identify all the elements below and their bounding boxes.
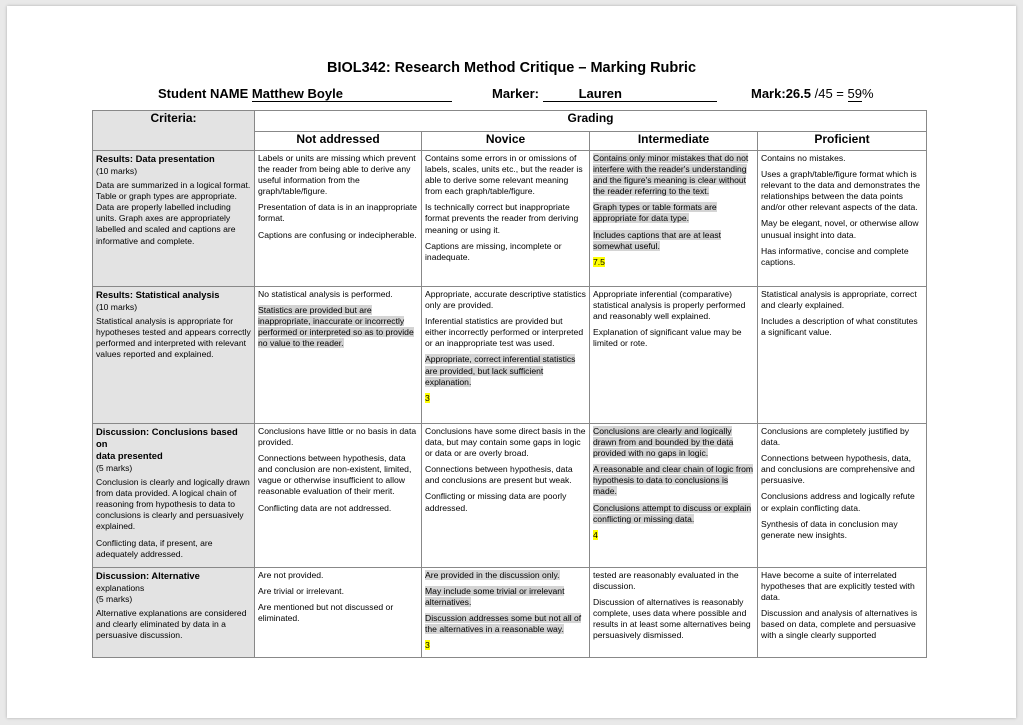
document-page (7, 6, 1016, 718)
descriptor-text: Synthesis of data in conclusion may generate new insights. (761, 518, 898, 540)
grading-header: Grading (255, 111, 927, 132)
descriptor-text: Appropriate, accurate descriptive statistics only are provided. (425, 289, 586, 311)
level-header-proficient: Proficient (758, 132, 927, 151)
descriptor-text: Conclusions have some direct basis in the data, but may contain some gaps in logic or data or are overly broad. (425, 426, 586, 459)
descriptor-text: A reasonable and clear chain of logic from hypothesis to data to conclusions is made. (593, 464, 754, 497)
criterion-cell (93, 424, 255, 568)
criterion-title-line2: data presented (96, 450, 163, 461)
descriptor-text: Conclusions are completely justified by data. (761, 426, 910, 448)
descriptor-text: Conflicting or missing data are poorly addressed. (425, 491, 567, 513)
criterion-description: Statistical analysis is appropriate for hypotheses tested and appears correctly performed and interpreted with relevant values reported and explained. (96, 316, 251, 360)
descriptor-text: Connections between hypothesis, data, and conclusions are comprehensive and persuasive. (761, 453, 915, 486)
level-header-not-addressed: Not addressed (255, 132, 422, 151)
descriptor-text: May be elegant, novel, or otherwise allow unusual insight into data. (761, 218, 919, 240)
grade-cell-novice (422, 287, 590, 424)
grade-cell-not-addressed (255, 287, 422, 424)
descriptor-text: Appropriate inferential (comparative) statistical analysis is properly performed and reasonably well explained. (593, 289, 746, 322)
descriptor-text: Conclusions have little or no basis in data provided. (258, 426, 417, 448)
descriptor-text: Labels or units are missing which prevent the reader from being able to derive any useful information from the graph/table/figure. (258, 153, 416, 197)
grade-cell-not-addressed (255, 424, 422, 568)
criterion-marks-line2: (5 marks) (96, 593, 133, 604)
descriptor-text: Conclusions are clearly and logically drawn from and bounded by the data provided with no gaps in logic. (593, 426, 734, 459)
student-name: Matthew Boyle (252, 86, 452, 102)
descriptor-text: Conclusions address and logically refute or explain conflicting data. (761, 491, 915, 513)
descriptor-text: Contains only minor mistakes that do not interfere with the reader's understanding and the figure's meaning is clear without the reader referring to the text. (593, 153, 749, 197)
descriptor-text: Uses a graph/table/figure format which is relevant to the data and demonstrates the relationships between the data points and/or other relevant aspects of the data. (761, 169, 921, 213)
criterion-description: Conflicting data, if present, are adequately addressed. (96, 537, 213, 559)
descriptor-text: Have become a suite of interrelated hypotheses that are explicitly tested with data. (761, 569, 915, 602)
descriptor-text: Has informative, concise and complete captions. (761, 245, 909, 267)
criterion-marks: (5 marks) (96, 463, 133, 473)
descriptor-text: Presentation of data is in an inappropriate format. (258, 202, 418, 224)
rubric-row (93, 151, 927, 287)
marker-name: Lauren (543, 86, 717, 102)
criterion-cell (93, 287, 255, 424)
descriptor-text: Graph types or table formats are appropriate for data type. (593, 202, 717, 224)
descriptor-text: Discussion addresses some but not all of the alternatives in a reasonable way. (425, 613, 582, 635)
criterion-title: Results: Data presentation (96, 153, 215, 164)
grade-cell-proficient (758, 424, 927, 568)
descriptor-text: Captions are confusing or indecipherable. (258, 229, 417, 240)
descriptor-text: Discussion and analysis of alternatives is based on data, complete and persuasive with a single clearly supported (761, 608, 918, 641)
descriptor-text: Inferential statistics are provided but either incorrectly performed or interpreted or an inappropriate test was used. (425, 316, 584, 349)
awarded-score: 7.5 (593, 256, 605, 267)
descriptor-text: Explanation of significant value may be limited or rote. (593, 327, 742, 349)
awarded-score: 3 (425, 392, 430, 403)
grade-cell-proficient (758, 151, 927, 287)
criterion-marks: (10 marks) (96, 166, 138, 176)
criterion-marks: explanations (96, 582, 145, 593)
descriptor-text: Discussion of alternatives is reasonably complete, uses data where possible and results in at least some alternatives being persuasively dismissed. (593, 596, 751, 641)
document-title: BIOL342: Research Method Critique – Marking Rubric (326, 60, 697, 76)
criterion-description: Data are summarized in a logical format. Table or graph types are appropriate. Data are properly labelled including units. Graph axes are appropriately labelled and scaled and captions are informative and complete. (96, 180, 251, 246)
mark-percent: 59 (847, 86, 862, 101)
grade-cell-not-addressed (255, 151, 422, 287)
criterion-description: Conclusion is clearly and logically drawn from data provided. A logical chain of reasoning from hypothesis to data to conclusions is clearly and persuasively explained. (96, 477, 250, 532)
descriptor-text: Are not provided. (258, 569, 324, 580)
descriptor-text: Contains no mistakes. (761, 153, 846, 163)
marking-rubric-table (92, 110, 927, 658)
percent-sign: % (861, 86, 874, 101)
descriptor-text: No statistical analysis is performed. (258, 289, 393, 299)
descriptor-text: Contains some errors in or omissions of labels, scales, units etc., but the reader is able to derive some relevant meaning from each graph/table/figure. (425, 153, 583, 197)
grade-cell-intermediate (590, 287, 758, 424)
descriptor-text: Includes captions that are at least somewhat useful. (593, 229, 722, 251)
student-label: Student NAME (158, 86, 249, 101)
mark-total: /45 = (811, 86, 848, 101)
mark-value: 26.5 (785, 86, 811, 101)
mark-field (751, 86, 874, 102)
descriptor-text: Is technically correct but inappropriate format prevents the reader from deriving meaning or using it. (425, 202, 579, 235)
awarded-score: 4 (593, 529, 598, 540)
descriptor-text: Are mentioned but not discussed or eliminated. (258, 601, 394, 624)
rubric-row (93, 424, 927, 568)
criterion-title: Results: Statistical analysis (96, 289, 220, 300)
grade-cell-intermediate (590, 567, 758, 657)
descriptor-text: Statistical analysis is appropriate, correct and clearly explained. (761, 289, 917, 311)
descriptor-text: Statistics are provided but are inappropriate, inaccurate or incorrectly performed or interpreted so as to provide no value to the reader. (258, 305, 414, 349)
rubric-row (93, 567, 927, 657)
descriptor-text: Conclusions attempt to discuss or explain conflicting or missing data. (593, 502, 752, 524)
grade-cell-not-addressed (255, 567, 422, 657)
criterion-description: Alternative explanations are considered and clearly eliminated by data in a persuasive discussion. (96, 607, 247, 641)
grade-cell-intermediate (590, 424, 758, 568)
grade-cell-novice (422, 424, 590, 568)
descriptor-text: tested are reasonably evaluated in the discussion. (593, 569, 739, 591)
descriptor-text: Are trivial or irrelevant. (258, 585, 344, 596)
grade-cell-proficient (758, 287, 927, 424)
marker-label: Marker: (492, 86, 539, 101)
descriptor-text: Includes a description of what constitutes a significant value. (761, 316, 918, 338)
criterion-cell (93, 151, 255, 287)
descriptor-text: Connections between hypothesis, data and conclusion are non-existent, limited, vague or otherwise insufficient to allow reasonable evaluation of their merit. (258, 453, 412, 497)
grade-cell-novice (422, 151, 590, 287)
descriptor-text: Are provided in the discussion only. (425, 569, 560, 580)
rubric-row (93, 287, 927, 424)
criterion-title: Discussion: Alternative (96, 569, 200, 581)
descriptor-text: Captions are missing, incomplete or inadequate. (425, 240, 562, 262)
grade-cell-novice (422, 567, 590, 657)
criterion-cell (93, 567, 255, 657)
awarded-score: 3 (425, 640, 430, 651)
marker-field (492, 86, 717, 102)
grade-cell-intermediate (590, 151, 758, 287)
descriptor-text: Connections between hypothesis, data and conclusions are present but weak. (425, 464, 573, 486)
descriptor-text: Conflicting data are not addressed. (258, 502, 392, 513)
criterion-marks: (10 marks) (96, 302, 138, 312)
criteria-header: Criteria: (93, 111, 255, 151)
grade-cell-proficient (758, 567, 927, 657)
criterion-title: Discussion: Conclusions based on (96, 426, 238, 449)
level-header-intermediate: Intermediate (590, 132, 758, 151)
level-header-novice: Novice (422, 132, 590, 151)
mark-label: Mark: (751, 86, 786, 101)
descriptor-text: May include some trivial or irrelevant alternatives. (425, 585, 565, 607)
descriptor-text: Appropriate, correct inferential statistics are provided, but lack sufficient explanation. (425, 354, 576, 387)
student-field (158, 86, 452, 102)
